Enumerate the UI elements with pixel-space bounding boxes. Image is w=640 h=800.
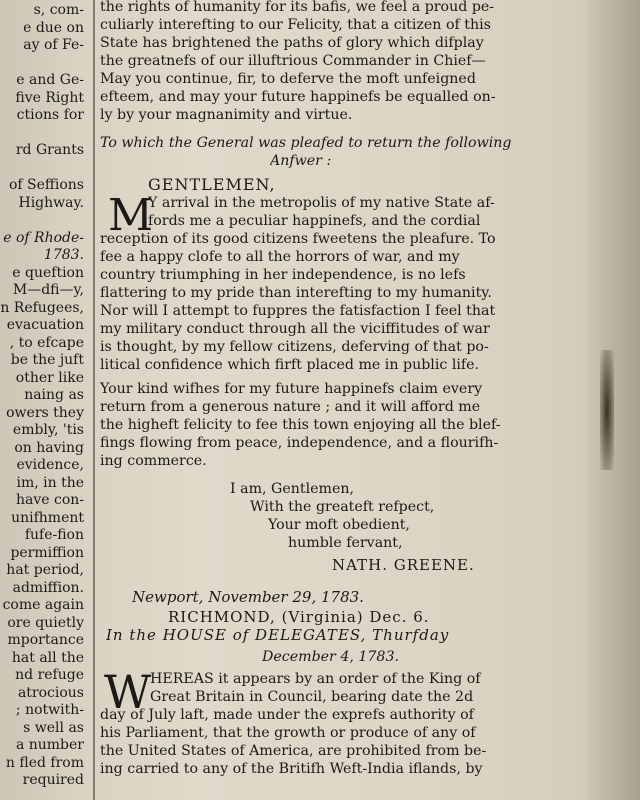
- left-column-line: unifhment: [11, 509, 84, 526]
- address-line: the rights of humanity for its bafis, we feel a proud pe-: [100, 0, 495, 15]
- reply-line: fee a happy clofe to all the horrors of war, and my: [100, 249, 460, 265]
- left-column-line: a number: [15, 737, 84, 753]
- left-column-line: im, in the: [16, 474, 84, 491]
- closing-line: I am, Gentlemen,: [230, 481, 355, 497]
- left-column-line: have con-: [15, 492, 84, 508]
- drop-cap: M: [108, 190, 154, 241]
- reply-line: Y arrival in the metropolis of my native State af-: [148, 195, 495, 211]
- resolution-line: Great Britain in Council, bearing date the 2d: [150, 689, 474, 705]
- left-column-line: of Seffions: [9, 177, 84, 193]
- reply-line: litical confidence which firft placed me in public life.: [100, 357, 480, 373]
- drop-cap: W: [104, 665, 152, 719]
- reply-line: is thought, by my fellow citizens, deferving of that po-: [100, 339, 489, 355]
- left-column-line: , to efcape: [9, 334, 84, 351]
- reply-line: Your kind wifhes for my future happinefs claim every: [100, 381, 483, 397]
- left-column-line: other like: [15, 369, 84, 386]
- reply-line: return from a generous nature ; and it will afford me: [100, 399, 481, 415]
- left-column-line: come again: [2, 597, 84, 613]
- left-column-line: ; notwith-: [15, 702, 84, 718]
- left-column-line: n fled from: [5, 754, 84, 771]
- left-column-line: ctions for: [16, 107, 84, 123]
- reply-line: my military conduct through all the viciffitudes of war: [100, 321, 490, 337]
- reply-line: reception of its good citizens fweetens the pleafure. To: [100, 231, 496, 247]
- address-line: the greatnefs of our illuftrious Commander in Chief—: [100, 53, 486, 69]
- left-column-line: e and Ge-: [16, 72, 84, 88]
- resolution-line: ing carried to any of the Britifh Weft-India iflands, by: [100, 761, 483, 777]
- dateline: Newport, November 29, 1783.: [132, 588, 364, 606]
- answer-intro: To which the General was pleafed to return the following: [100, 135, 512, 151]
- left-column-line: e queftion: [12, 264, 84, 281]
- answer-label: Anfwer :: [270, 153, 332, 169]
- left-column-line: fufe-fion: [24, 527, 84, 543]
- reply-line: fords me a peculiar happinefs, and the cordial: [148, 213, 481, 229]
- left-column-line: s well as: [23, 719, 84, 736]
- resolution-line: day of July laft, made under the exprefs authority of: [100, 707, 474, 723]
- left-column-line: five Right: [15, 89, 84, 106]
- main-column: [100, 0, 580, 800]
- left-column-line: atrocious: [17, 684, 84, 701]
- binding-stain: [600, 350, 614, 470]
- reply-line: Nor will I attempt to fuppres the fatisfaction I feel that: [100, 303, 496, 319]
- left-column-line: nd refuge: [15, 667, 84, 683]
- closing-line: Your moft obedient,: [268, 517, 410, 533]
- left-column-line: rd Grants: [15, 142, 84, 158]
- left-column-line: evidence,: [16, 457, 84, 473]
- address-line: efteem, and may your future happinefs be equalled on-: [100, 89, 496, 105]
- column-rule: [93, 0, 95, 800]
- left-column-line: Highway.: [18, 194, 84, 211]
- address-line: culiarly interefting to our Felicity, that a citizen of this: [100, 17, 491, 33]
- left-column-line: s, com-: [33, 2, 84, 18]
- left-column-line: naing as: [24, 387, 84, 403]
- address-line: ly by your magnanimity and virtue.: [100, 107, 353, 123]
- resolution-line: HEREAS it appears by an order of the King of: [150, 671, 481, 687]
- signature: NATH. GREENE.: [332, 556, 475, 574]
- section-heading: RICHMOND, (Virginia) Dec. 6.: [168, 608, 430, 626]
- left-column-line: hat all the: [11, 649, 84, 666]
- left-column-line: ay of Fe-: [23, 37, 84, 53]
- resolution-line: his Parliament, that the growth or produce of any of: [100, 725, 476, 741]
- left-column-line: M—dfi—y,: [12, 282, 84, 298]
- address-line: State has brightened the paths of glory which difplay: [100, 35, 484, 51]
- left-column-line: permiffion: [10, 544, 84, 561]
- left-column-line: required: [22, 772, 84, 788]
- reply-line: fings flowing from peace, independence, and a flourifh-: [100, 435, 499, 451]
- left-column-line: embly, 'tis: [12, 422, 84, 438]
- left-column-line: evacuation: [6, 317, 84, 333]
- left-column-line: mportance: [7, 632, 84, 648]
- closing-line: With the greateft refpect,: [250, 499, 435, 515]
- address-line: May you continue, fir, to deferve the moft unfeigned: [100, 71, 476, 87]
- left-column-line: be the juft: [10, 352, 84, 368]
- left-column-line: hat period,: [6, 562, 84, 578]
- resolution-line: the United States of America, are prohibited from be-: [100, 743, 487, 759]
- house-date: December 4, 1783.: [262, 649, 399, 665]
- reply-line: ing commerce.: [100, 453, 207, 469]
- left-column-line: on having: [14, 439, 84, 456]
- house-line: In the HOUSE of DELEGATES, Thurfday: [106, 626, 450, 644]
- left-column-line: e due on: [23, 19, 84, 36]
- left-column-line: admiffion.: [12, 579, 84, 596]
- reply-line: the higheft felicity to fee this town enjoying all the blef-: [100, 417, 501, 433]
- left-column-line: e of Rhode-: [3, 229, 84, 246]
- left-column-line: 1783.: [43, 247, 84, 263]
- reply-line: flattering to my pride than interefting to my humanity.: [100, 285, 492, 301]
- closing-line: humble fervant,: [288, 535, 403, 551]
- left-column-line: n Refugees,: [0, 299, 84, 316]
- left-column: [0, 0, 88, 800]
- reply-line: country triumphing in her independence, is no lefs: [100, 267, 466, 283]
- left-column-line: ore quietly: [7, 614, 84, 631]
- left-column-line: owers they: [6, 404, 84, 421]
- salutation: GENTLEMEN,: [148, 176, 276, 194]
